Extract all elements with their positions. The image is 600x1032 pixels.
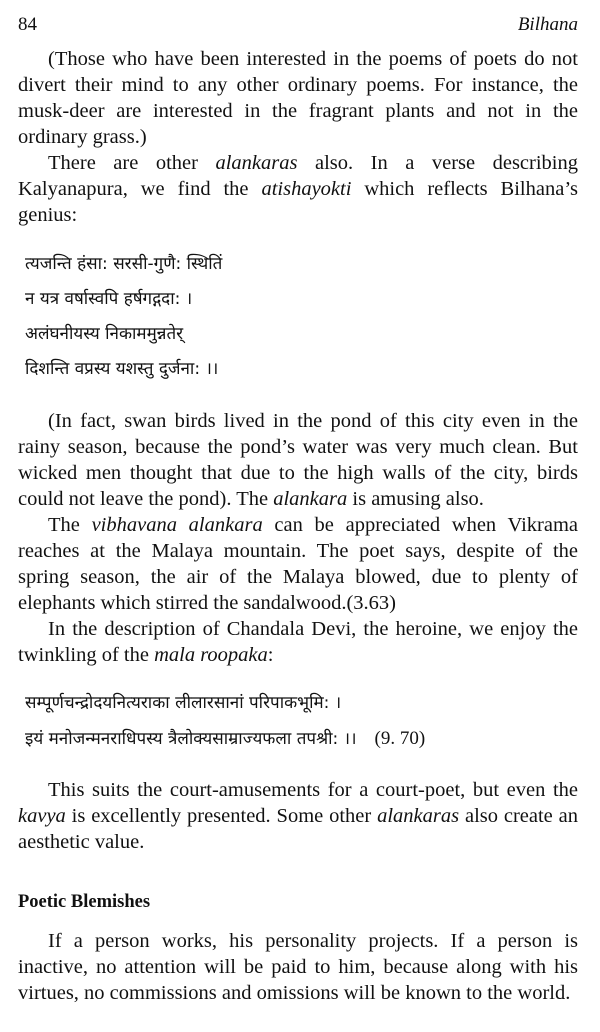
verse-reference: (9. 70) (374, 728, 426, 749)
text-span: can be appreciated when Vikrama reaches at the Malaya mountain. The poet says, despite of the spring season, the air of the Malaya blowed, due to plenty of elephants which stirred the sandalwood.(3.63) (18, 514, 578, 614)
text-span: also create an aesthetic value. (18, 805, 579, 853)
paragraph-4 (18, 512, 578, 616)
verse-line: अलंघनीयस्य निकाममुन्नतेर् (25, 324, 184, 344)
sanskrit-verse-2 (18, 686, 578, 757)
sanskrit-verse-1 (18, 247, 578, 387)
paragraph-5 (18, 616, 578, 668)
text-span: The (48, 514, 92, 536)
paragraph-3 (18, 408, 578, 512)
verse-line: दिशन्ति वप्रस्य यशस्तु दुर्जना: ।। (25, 359, 219, 379)
page-number: 84 (18, 14, 37, 35)
verse-line: न यत्र वर्षास्वपि हर्षगद्गदा: । (25, 289, 193, 309)
text-span: : (267, 644, 274, 666)
page-body (18, 46, 578, 1006)
verse-line: इयं मनोजन्मनराधिपस्य त्रैलोक्यसाम्राज्यफला तपश्री: ।। (25, 729, 357, 749)
term-kavya: kavya (18, 805, 66, 827)
text-span: is amusing also. (347, 488, 484, 510)
text-span: also. In a verse describing Kalyanapura, we find the (18, 152, 579, 200)
term-atishayokti: atishayokti (261, 178, 352, 200)
term-mala-roopaka: mala roopaka (154, 644, 268, 666)
term-alankaras: alankaras (215, 152, 298, 174)
paragraph-2 (18, 150, 578, 228)
term-alankara: alankara (273, 488, 348, 510)
verse-line: सम्पूर्णचन्द्रोदयनित्यराका लीलारसानां परिपाकभूमि: । (25, 693, 342, 713)
text-span: which reflects Bilhana’s genius: (18, 178, 578, 226)
text-span: (In fact, swan birds lived in the pond of this city even in the rainy season, because the pond’s water was very much clean. But wicked men thought that due to the high walls of the city, birds could not leave the pond). The (18, 410, 578, 510)
section-heading: Poetic Blemishes (18, 892, 151, 912)
text-span: In the description of Chandala Devi, the heroine, we enjoy the twinkling of the (18, 618, 578, 666)
paragraph-1: (Those who have been interested in the poems of poets do not divert their mind to any other ordinary poems. For instance, the musk-deer are interested in the fragrant plants and not in the ordinary grass.) (18, 48, 578, 148)
text-span: This suits the court-amusements for a court-poet, but even the (48, 779, 578, 801)
text-span: is excellently presented. Some other (65, 805, 378, 827)
text-span: There are other (48, 152, 216, 174)
running-head (18, 8, 578, 38)
running-title: Bilhana (517, 14, 578, 35)
verse-line-with-reference (25, 721, 578, 757)
term-vibhavana-alankara: vibhavana alankara (91, 514, 263, 536)
verse-line: त्यजन्ति हंसा: सरसी-गुणै: स्थितिं (25, 254, 223, 274)
paragraph-7: If a person works, his personality projects. If a person is inactive, no attention will be paid to him, because along with his virtues, no commissions and omissions will be known to the world. (18, 930, 578, 1004)
paragraph-6 (18, 777, 578, 855)
term-alankaras: alankaras (377, 805, 460, 827)
